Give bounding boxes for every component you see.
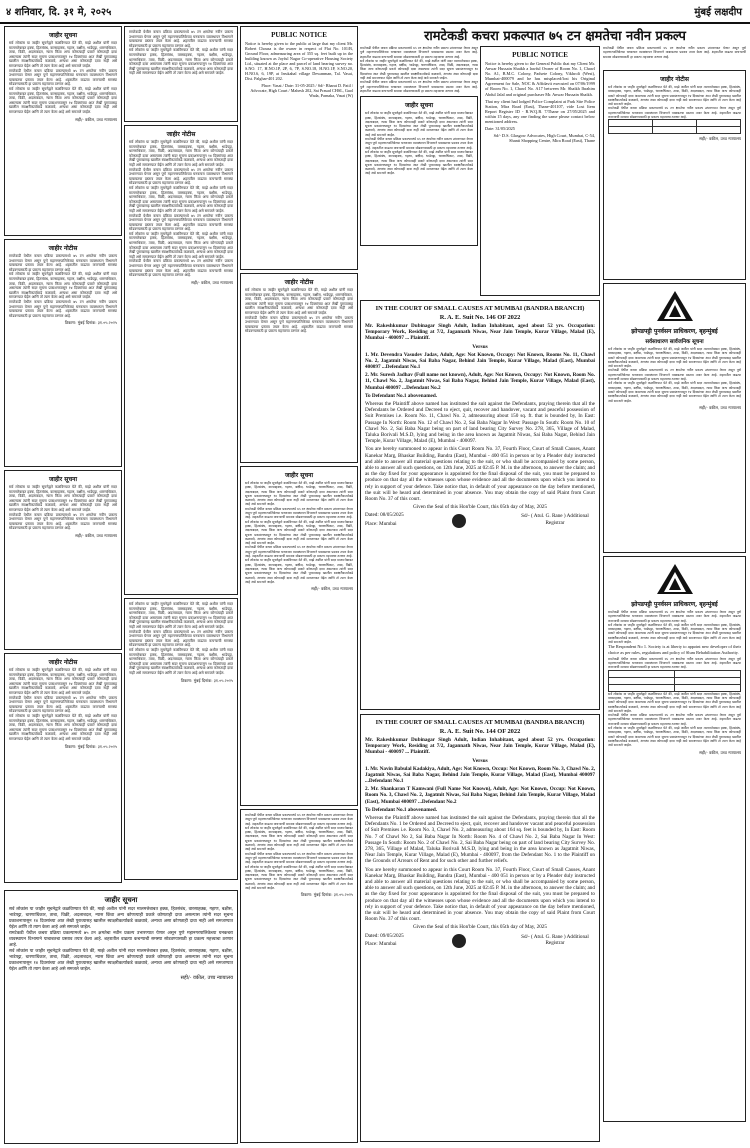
notice-body: सर्व लोकांस या जाहीर सूचनेद्वारे कळविण्यात येते की, माझे अशील यांनी सदर मालमत्तेबाबत हक्क, हितसंबंध, वारसाहक्क, गहाण, बक्षीस, भाडेपट्टा, धारणाधिकार, ताबा, विक्री, अदलाबदल, न्यास किंवा अन्य कोणत्याही प्रकारे कोणताही दावा असल्यास त्यांनी सदर सूचना प्रकाशनापासून १४ दिवसांच्या आत लेखी पुराव्यासह खालील स्वाक्षरीकर्त्याकडे कळवावे, अन्यथा असा कोणताही दावा नाही असे समजण्यात येईल आणि तो त्याग केला आहे असे समजले जाईल. <box>9 713 117 741</box>
court-body: Whereas the Plaintiff above named has instituted the suit against the Defendants, praying therein that all the Defendants be Ordered and Decreed to eject, quit, recover and handover, vacant and peaceful possession of Suit Premises i.e. Room No. 11, Chawl No. 2, admeasuring about 150 sq. ft. that is bounded by, In East: Passage In North: Room No. 12 of Chawl No. 2, Sai Baba Nagar In West: Passage In South: Room No. 10 of Chawl No. 2, Sai Baba Nagar being on part of land bearing City Survey No. 278, 365, Village of Malad, Taluka Borivali M.S.D, lying and being in the area known as Jagatmit Niwas, Sai Baba Nagar, Behind Jain Temple, Kurar Village, Malad (E), Mumbai - 400097. <box>365 401 595 445</box>
table-cell <box>675 670 741 677</box>
table-cell <box>697 120 741 127</box>
notice-block <box>4 26 122 236</box>
court-dated: Dated: 09/05/2025 <box>365 932 404 939</box>
sra-logo-icon <box>653 562 697 598</box>
notice-body: सर्व लोकांस या जाहीर सूचनेद्वारे कळविण्यात येते की, माझे अशील यांनी सदर मालमत्तेबाबत हक्क, हितसंबंध, वारसाहक्क, गहाण, बक्षीस, भाडेपट्टा, धारणाधिकार, ताबा, विक्री, अदलाबदल, न्यास किंवा अन्य कोणत्याही प्रकारे कोणताही दावा असल्यास त्यांनी सदर सूचना प्रकाशनापासून १४ दिवसांच्या आत लेखी पुराव्यासह खालील स्वाक्षरीकर्त्याकडे कळवावे, अन्यथा असा कोणताही दावा नाही असे समजण्यात येईल आणि तो त्याग केला आहे असे समजले जाईल. <box>365 149 473 176</box>
court-dated: Dated: 08/05/2025 <box>365 512 404 519</box>
public-notice-right <box>480 46 600 296</box>
news-body: रामटेकडी येथील कचरा प्रक्रिया प्रकल्पामध्ये ७५ टन क्षमतेचा नवीन प्रकल्प उभारण्यात येणार असून पुणे महानगरपालिकेच्या घनकचरा व्यवस्थापन विभागाने याबाबतचा प्रस्ताव तयार केला आहे. शहरातील वाढत्या कचऱ्याची समस्या सोडवण्यासाठी हा प्रकल्प महत्त्वाचा ठरणार आहे. <box>603 46 746 59</box>
notice-body: सर्व लोकांस या जाहीर सूचनेद्वारे कळविण्यात येते की, माझे अशील यांनी सदर मालमत्तेबाबत हक्क, हितसंबंध, वारसाहक्क, गहाण, बक्षीस, भाडेपट्टा, धारणाधिकार, ताबा, विक्री, अदलाबदल, न्यास किंवा अन्य कोणत्याही प्रकारे कोणताही दावा असल्यास त्यांनी सदर सूचना प्रकाशनापासून १४ दिवसांच्या आत लेखी पुराव्यासह खालील स्वाक्षरीकर्त्याकडे कळवावे, अन्यथा असा कोणताही दावा नाही असे समजण्यात येईल आणि तो त्याग केला आहे असे समजले जाईल. <box>9 86 117 114</box>
table-cell <box>609 677 675 684</box>
notice-body: सर्व लोकांस या जाहीर सूचनेद्वारे कळविण्यात येते की, माझे अशील यांनी सदर मालमत्तेबाबत हक्क, हितसंबंध, वारसाहक्क, गहाण, बक्षीस, भाडेपट्टा, धारणाधिकार, ताबा, विक्री, अदलाबदल, न्यास किंवा अन्य कोणत्याही प्रकारे कोणताही दावा असल्यास त्यांनी सदर सूचना प्रकाशनापासून १४ दिवसांच्या आत लेखी पुराव्यासह खालील स्वाक्षरीकर्त्याकडे कळवावे, अन्यथा असा कोणताही दावा नाही असे समजण्यात येईल आणि तो त्याग केला आहे असे समजले जाईल. <box>9 907 233 930</box>
to-defendant: To Defendant No.1 abovenamed. <box>365 392 438 399</box>
notice-body: रामटेकडी येथील कचरा प्रक्रिया प्रकल्पामध्ये ७५ टन क्षमतेचा नवीन प्रकल्प उभारण्यात येणार असून पुणे महानगरपालिकेच्या घनकचरा व्यवस्थापन विभागाने याबाबतचा प्रस्ताव तयार केला आहे. शहरातील वाढत्या कचऱ्याची समस्या सोडवण्यासाठी हा प्रकल्प महत्त्वाचा ठरणार आहे. <box>608 610 741 623</box>
public-notice-sign: Place: Vasai / Date: 31-05-2025 / Sd/- Bharat D. Patil / Advocate, High Court / Mahesh 202, Sai Prasad CHSL, Gaol Wada, Parnaka, Vasai (W) <box>250 83 353 98</box>
notice-block <box>4 470 122 650</box>
notice-body: सर्व लोकांस या जाहीर सूचनेद्वारे कळविण्यात येते की, माझे अशील यांनी सदर मालमत्तेबाबत हक्क, हितसंबंध, वारसाहक्क, गहाण, बक्षीस, भाडेपट्टा, धारणाधिकार, ताबा, विक्री, अदलाबदल, न्यास किंवा अन्य कोणत्याही प्रकारे कोणताही दावा असल्यास त्यांनी सदर सूचना प्रकाशनापासून १४ दिवसांच्या आत लेखी पुराव्यासह खालील स्वाक्षरीकर्त्याकडे कळवावे, अन्यथा असा कोणताही दावा नाही असे समजण्यात येईल आणि तो त्याग केला आहे असे समजले जाईल. <box>9 668 117 695</box>
news-column <box>360 46 478 296</box>
table-cell <box>653 127 697 134</box>
registrar: Sd/- ( Atul. G. Rane ) Additional Registrar <box>521 933 589 946</box>
notice-body: रामटेकडी येथील कचरा प्रक्रिया प्रकल्पामध्ये ७५ टन क्षमतेचा नवीन प्रकल्प उभारण्यात येणार असून पुणे महानगरपालिकेच्या घनकचरा व्यवस्थापन विभागाने याबाबतचा प्रस्ताव तयार केला आहे. शहरातील वाढत्या कचऱ्याची समस्या सोडवण्यासाठी हा प्रकल्प महत्त्वाचा ठरणार आहे. <box>608 656 741 670</box>
public-notice-date: Date: 31/05/2025 <box>485 126 515 132</box>
public-notice-title: PUBLIC NOTICE <box>512 51 568 59</box>
notice-body: सर्व लोकांस या जाहीर सूचनेद्वारे कळविण्यात येते की, माझे अशील यांनी सदर मालमत्तेबाबत हक्क, हितसंबंध, वारसाहक्क, गहाण, बक्षीस, भाडेपट्टा, धारणाधिकार, ताबा, विक्री, अदलाबदल, न्यास किंवा अन्य कोणत्याही प्रकारे कोणताही दावा असल्यास त्यांनी सदर सूचना प्रकाशनापासून १४ दिवसांच्या आत लेखी पुराव्यासह खालील स्वाक्षरीकर्त्याकडे कळवावे, अन्यथा असा कोणताही दावा नाही असे समजण्यात येईल आणि तो त्याग केला आहे असे समजले जाईल. <box>365 111 473 137</box>
notice-body: सर्व लोकांस या जाहीर सूचनेद्वारे कळविण्यात येते की, माझे अशील यांनी सदर मालमत्तेबाबत हक्क, हितसंबंध, वारसाहक्क, गहाण, बक्षीस, भाडेपट्टा, धारणाधिकार, ताबा, विक्री, अदलाबदल, न्यास किंवा अन्य कोणत्याही प्रकारे कोणताही दावा असल्यास त्यांनी सदर सूचना प्रकाशनापासून १४ दिवसांच्या आत लेखी पुराव्यासह खालील स्वाक्षरीकर्त्याकडे कळवावे, अन्यथा असा कोणताही दावा नाही असे समजण्यात येईल आणि तो त्याग केला आहे असे समजले जाईल. <box>129 602 233 629</box>
plaintiff: Mr. Rakeshkumar Dubinagar Singh Adult, Indian Inhabitant, aged about 52 yrs. Occupation: Temporary Work, Residing at 7/2, Jagannath Niwas, Near Jain Temple, Kurar Village, Malad (E), Mumbai - 400097 ... Plaintiff. <box>365 737 595 756</box>
notice-body: सर्व लोकांस या जाहीर सूचनेद्वारे कळविण्यात येते की, माझे अशील यांनी सदर मालमत्तेबाबत हक्क, हितसंबंध, वारसाहक्क, गहाण, बक्षीस, भाडेपट्टा, धारणाधिकार, ताबा, विक्री, अदलाबदल, न्यास किंवा अन्य कोणत्याही प्रकारे कोणताही दावा असल्यास त्यांनी सदर सूचना प्रकाशनापासून १४ दिवसांच्या आत लेखी पुराव्यासह खालील स्वाक्षरीकर्त्याकडे कळवावे, अन्यथा असा कोणताही दावा नाही असे समजण्यात येईल आणि तो त्याग केला आहे असे समजले जाईल. <box>608 622 741 645</box>
notice-block <box>240 273 358 463</box>
notice-body: सर्व लोकांस या जाहीर सूचनेद्वारे कळविण्यात येते की, माझे अशील यांनी सदर मालमत्तेबाबत हक्क, हितसंबंध, वारसाहक्क, गहाण, बक्षीस, भाडेपट्टा, धारणाधिकार, ताबा, विक्री, अदलाबदल, न्यास किंवा अन्य कोणत्याही प्रकारे कोणताही दावा असल्यास त्यांनी सदर सूचना प्रकाशनापासून १४ दिवसांच्या आत लेखी पुराव्यासह खालील स्वाक्षरीकर्त्याकडे कळवावे, अन्यथा असा कोणताही दावा नाही असे समजण्यात येईल आणि तो त्याग केला आहे असे समजले जाईल. <box>9 949 233 972</box>
notice-body: सर्व लोकांस या जाहीर सूचनेद्वारे कळविण्यात येते की, माझे अशील यांनी सदर मालमत्तेबाबत हक्क, हितसंबंध, वारसाहक्क, गहाण, बक्षीस, भाडेपट्टा, धारणाधिकार, ताबा, विक्री, अदलाबदल, न्यास किंवा अन्य कोणत्याही प्रकारे कोणताही दावा असल्यास त्यांनी सदर सूचना प्रकाशनापासून १४ दिवसांच्या आत लेखी पुराव्यासह खालील स्वाक्षरीकर्त्याकडे कळवावे, अन्यथा असा कोणताही दावा नाही असे समजण्यात येईल आणि तो त्याग केला आहे असे समजले जाईल. <box>608 381 741 403</box>
notice-body: सर्व लोकांस या जाहीर सूचनेद्वारे कळविण्यात येते की, माझे अशील यांनी सदर मालमत्तेबाबत हक्क, हितसंबंध, वारसाहक्क, गहाण, बक्षीस, भाडेपट्टा, धारणाधिकार, ताबा, विक्री, अदलाबदल, न्यास किंवा अन्य कोणत्याही प्रकारे कोणताही दावा असल्यास त्यांनी सदर सूचना प्रकाशनापासून १४ दिवसांच्या आत लेखी पुराव्यासह खालील स्वाक्षरीकर्त्याकडे कळवावे, अन्यथा असा कोणताही दावा नाही असे समजण्यात येईल आणि तो त्याग केला आहे असे समजले जाईल. <box>9 41 117 68</box>
court-seal-text: Given the Seal of this Hon'ble Court, this 05th day of May, 2025 <box>412 924 547 931</box>
notice-sign: सही/- वकील, उच्च न्यायालय <box>180 975 233 981</box>
notice-block <box>124 26 238 122</box>
page-header <box>0 0 750 24</box>
court-place: Place: Mumbai <box>365 520 397 527</box>
news-body: रामटेकडी येथील कचरा प्रक्रिया प्रकल्पामध्ये ७५ टन क्षमतेचा नवीन प्रकल्प उभारण्यात येणार असून पुणे महानगरपालिकेच्या घनकचरा व्यवस्थापन विभागाने याबाबतचा प्रस्ताव तयार केला आहे. शहरातील वाढत्या कचऱ्याची समस्या सोडवण्यासाठी हा प्रकल्प महत्त्वाचा ठरणार आहे. <box>360 46 478 59</box>
table-cell <box>609 684 675 691</box>
notice-block <box>603 70 746 280</box>
notice-body: रामटेकडी येथील कचरा प्रक्रिया प्रकल्पामध्ये ७५ टन क्षमतेचा नवीन प्रकल्प उभारण्यात येणार असून पुणे महानगरपालिकेच्या घनकचरा व्यवस्थापन विभागाने याबाबतचा प्रस्ताव तयार केला आहे. शहरातील वाढत्या कचऱ्याची समस्या सोडवण्यासाठी हा प्रकल्प महत्त्वाचा ठरणार आहे. <box>129 629 233 648</box>
table-cell <box>653 120 697 127</box>
news-body: सर्व लोकांस या जाहीर सूचनेद्वारे कळविण्यात येते की, माझे अशील यांनी सदर मालमत्तेबाबत हक्क, हितसंबंध, वारसाहक्क, गहाण, बक्षीस, भाडेपट्टा, धारणाधिकार, ताबा, विक्री, अदलाबदल, न्यास किंवा अन्य कोणत्याही प्रकारे कोणताही दावा असल्यास त्यांनी सदर सूचना प्रकाशनापासून १४ दिवसांच्या आत लेखी पुराव्यासह खालील स्वाक्षरीकर्त्याकडे कळवावे, अन्यथा असा कोणताही दावा नाही असे समजण्यात येईल आणि तो त्याग केला आहे असे समजले जाईल. <box>360 58 478 81</box>
public-notice-body: Notice is hereby given to the General Public that my Client Mr. Anwar Hussain Shaikh a lawful Owner of Room No. 1, Chawl No. A1, B.M.C. Colony, Padsete Colony, Vikhroli (West), Mumbai-400079 and he has misplaced/lost his Original Agreement for Sale, NOC & Affidavit executed on 07/06/1999 of Room No. 1, Chawl No. A17 between Mr. Shaikh Ibrahim Abdul Jalal and original purchaser Mr. Anwar Hussain Shaikh. <box>485 61 595 97</box>
court-notice-2 <box>360 714 600 1142</box>
notice-body: रामटेकडी येथील कचरा प्रक्रिया प्रकल्पामध्ये ७५ टन क्षमतेचा नवीन प्रकल्प उभारण्यात येणार असून पुणे महानगरपालिकेच्या घनकचरा व्यवस्थापन विभागाने याबाबतचा प्रस्ताव तयार केला आहे. शहरातील वाढत्या कचऱ्याची समस्या सोडवण्यासाठी हा प्रकल्प महत्त्वाचा ठरणार आहे. <box>9 695 117 714</box>
notice-block <box>360 96 478 246</box>
notice-title: जाहीर सूचना <box>48 32 78 39</box>
notice-table <box>608 670 741 692</box>
court-body: You are hereby summoned to appear in this Court Room No. 37, Fourth Floor, Court of Small Causes, Anant Kanekar Marg, Bhaskar Building, Bandra (East), Mumbai - 400 051 in person or by a Pleader duly instructed and able to answer all material questions relating to the suit, or who shall be accompanied by some person, able to answer all such questions, on 12th June, 2025 at 02:45 P. M. in the afternoon, to answer the claim; and as the day fixed for your appearance is appointed for the final disposal of the suit, you must be prepared to produce on that day all the witnesses upon whose evidence and all the documents upon which you intend to rely in support of your defence. Take notice that, in default of your appearance on the day before mentioned, the suit will be heard and determined in your absence. You may obtain the copy of said Plaint from Court Room No. 37 of this court. <box>365 866 595 923</box>
notice-sign: सही/- वकील, उच्च न्यायालय <box>699 749 741 755</box>
notice-body: सर्व लोकांस या जाहीर सूचनेद्वारे कळविण्यात येते की, माझे अशील यांनी सदर मालमत्तेबाबत हक्क, हितसंबंध, वारसाहक्क, गहाण, बक्षीस, भाडेपट्टा, धारणाधिकार, ताबा, विक्री, अदलाबदल, न्यास किंवा अन्य कोणत्याही प्रकारे कोणताही दावा असल्यास त्यांनी सदर सूचना प्रकाशनापासून १४ दिवसांच्या आत लेखी पुराव्यासह खालील स्वाक्षरीकर्त्याकडे कळवावे, अन्यथा असा कोणताही दावा नाही असे समजण्यात येईल आणि तो त्याग केला आहे असे समजले जाईल. <box>9 485 117 512</box>
page-date: ४ शनिवार, दि. ३१ मे, २०२५ <box>6 7 112 18</box>
notice-body: सर्व लोकांस या जाहीर सूचनेद्वारे कळविण्यात येते की, माझे अशील यांनी सदर मालमत्तेबाबत हक्क, हितसंबंध, वारसाहक्क, गहाण, बक्षीस, भाडेपट्टा, धारणाधिकार, ताबा, विक्री, अदलाबदल, न्यास किंवा अन्य कोणत्याही प्रकारे कोणताही दावा असल्यास त्यांनी सदर सूचना प्रकाशनापासून १४ दिवसांच्या आत लेखी पुराव्यासह खालील स्वाक्षरीकर्त्याकडे कळवावे, अन्यथा असा कोणताही दावा नाही असे समजण्यात येईल आणि तो त्याग केला आहे असे समजले जाईल. <box>608 85 741 107</box>
sra-notice-title: सर्वसाधारण सार्वजनिक सूचना <box>645 339 704 345</box>
notice-date: ठिकाण: मुंबई दिनांक: ३१.०५.२०२५ <box>64 320 117 326</box>
notice-body: रामटेकडी येथील कचरा प्रक्रिया प्रकल्पामध्ये ७५ टन क्षमतेचा नवीन प्रकल्प उभारण्यात येणार असून पुणे महानगरपालिकेच्या घनकचरा व्यवस्थापन विभागाने याबाबतचा प्रस्ताव तयार केला आहे. शहरातील वाढत्या कचऱ्याची समस्या सोडवण्यासाठी हा प्रकल्प महत्त्वाचा ठरणार आहे. <box>9 512 117 531</box>
column-3 <box>240 26 358 1144</box>
versus: Versus <box>472 343 488 350</box>
notice-block <box>240 809 358 1143</box>
sra-title: झोपडपट्टी पुनर्वसन प्राधिकरण, बृहन्मुंबई <box>631 328 718 335</box>
notice-sign: सही/- वकील, उच्च न्यायालय <box>311 586 353 592</box>
notice-body: रामटेकडी येथील कचरा प्रक्रिया प्रकल्पामध्ये ७५ टन क्षमतेचा नवीन प्रकल्प उभारण्यात येणार असून पुणे महानगरपालिकेच्या घनकचरा व्यवस्थापन विभागाने याबाबतचा प्रस्ताव तयार केला आहे. शहरातील वाढत्या कचऱ्याची समस्या सोडवण्यासाठी हा प्रकल्प महत्त्वाचा ठरणार आहे. <box>365 137 473 150</box>
notice-body: सर्व लोकांस या जाहीर सूचनेद्वारे कळविण्यात येते की, माझे अशील यांनी सदर मालमत्तेबाबत हक्क, हितसंबंध, वारसाहक्क, गहाण, बक्षीस, भाडेपट्टा, धारणाधिकार, ताबा, विक्री, अदलाबदल, न्यास किंवा अन्य कोणत्याही प्रकारे कोणताही दावा असल्यास त्यांनी सदर सूचना प्रकाशनापासून १४ दिवसांच्या आत लेखी पुराव्यासह खालील स्वाक्षरीकर्त्याकडे कळवावे, अन्यथा असा कोणताही दावा नाही असे समजण्यात येईल आणि तो त्याग केला आहे असे समजले जाईल. <box>608 691 741 713</box>
public-notice-title: PUBLIC NOTICE <box>271 31 327 39</box>
notice-body: रामटेकडी येथील कचरा प्रक्रिया प्रकल्पामध्ये ७५ टन क्षमतेचा नवीन प्रकल्प उभारण्यात येणार असून पुणे महानगरपालिकेच्या घनकचरा व्यवस्थापन विभागाने याबाबतचा प्रस्ताव तयार केला आहे. शहरातील वाढत्या कचऱ्याची समस्या सोडवण्यासाठी हा प्रकल्प महत्त्वाचा ठरणार आहे. <box>129 213 233 232</box>
notice-sign: सही/- वकील, उच्च न्यायालय <box>699 404 741 410</box>
notice-block <box>124 125 238 595</box>
court-seal-icon <box>452 934 466 948</box>
defendant-2: 2. Mr. Shankaran T Kamwani (Full Name Not Known), Adult, Age: Not Known, Occup: Not Known, Room No. 3, Chawl No. 2, Jagatmit Niwas, Sai Baba Nagar, Behind Jain Temple, Kurar Village, Malad (East), Mumbai 400097 ...Defendant No.2 <box>365 786 595 805</box>
sra-notice-2 <box>603 556 746 1122</box>
notice-body: सर्व लोकांस या जाहीर सूचनेद्वारे कळविण्यात येते की, माझे अशील यांनी सदर मालमत्तेबाबत हक्क, हितसंबंध, वारसाहक्क, गहाण, बक्षीस, भाडेपट्टा, धारणाधिकार, ताबा, विक्री, अदलाबदल, न्यास किंवा अन्य कोणत्याही प्रकारे कोणताही दावा असल्यास त्यांनी सदर सूचना प्रकाशनापासून १४ दिवसांच्या आत लेखी पुराव्यासह खालील स्वाक्षरीकर्त्याकडे कळवावे, अन्यथा असा कोणताही दावा नाही असे समजण्यात येईल आणि तो त्याग केला आहे असे समजले जाईल. <box>9 272 117 300</box>
table-cell <box>609 127 653 134</box>
notice-body: रामटेकडी येथील कचरा प्रक्रिया प्रकल्पामध्ये ७५ टन क्षमतेचा नवीन प्रकल्प उभारण्यात येणार असून पुणे महानगरपालिकेच्या घनकचरा व्यवस्थापन विभागाने याबाबतचा प्रस्ताव तयार केला आहे. शहरातील वाढत्या कचऱ्याची समस्या सोडवण्यासाठी हा प्रकल्प महत्त्वाचा ठरणार आहे. <box>608 106 741 120</box>
notice-title: जाहीर सूचना <box>48 476 78 483</box>
notice-body: सर्व लोकांस या जाहीर सूचनेद्वारे कळविण्यात येते की, माझे अशील यांनी सदर मालमत्तेबाबत हक्क, हितसंबंध, वारसाहक्क, गहाण, बक्षीस, भाडेपट्टा, धारणाधिकार, ताबा, विक्री, अदलाबदल, न्यास किंवा अन्य कोणत्याही प्रकारे कोणताही दावा असल्यास त्यांनी सदर सूचना प्रकाशनापासून १४ दिवसांच्या आत लेखी पुराव्यासह खालील स्वाक्षरीकर्त्याकडे कळवावे, अन्यथा असा कोणताही दावा नाही असे समजण्यात येईल आणि तो त्याग केला आहे असे समजले जाईल. <box>129 647 233 675</box>
court-seal-icon <box>452 514 466 528</box>
column-2 <box>124 26 238 886</box>
court-seal-text: Given the Seal of this Hon'ble Court, this 05th day of May, 2025 <box>412 504 547 511</box>
notice-body: सर्व लोकांस या जाहीर सूचनेद्वारे कळविण्यात येते की, माझे अशील यांनी सदर मालमत्तेबाबत हक्क, हितसंबंध, वारसाहक्क, गहाण, बक्षीस, भाडेपट्टा, धारणाधिकार, ताबा, विक्री, अदलाबदल, न्यास किंवा अन्य कोणत्याही प्रकारे कोणताही दावा असल्यास त्यांनी सदर सूचना प्रकाशनापासून १४ दिवसांच्या आत लेखी पुराव्यासह खालील स्वाक्षरीकर्त्याकडे कळवावे, अन्यथा असा कोणताही दावा नाही असे समजण्यात येईल आणि तो त्याग केला आहे असे समजले जाईल. <box>608 726 741 748</box>
notice-body: रामटेकडी येथील कचरा प्रक्रिया प्रकल्पामध्ये ७५ टन क्षमतेचा नवीन प्रकल्प उभारण्यात येणार असून पुणे महानगरपालिकेच्या घनकचरा व्यवस्थापन विभागाने याबाबतचा प्रस्ताव तयार केला आहे. शहरातील वाढत्या कचऱ्याची समस्या सोडवण्यासाठी हा प्रकल्प महत्त्वाचा ठरणार आहे. <box>245 315 353 334</box>
notice-sign: सही/- वकील, उच्च न्यायालय <box>75 116 117 122</box>
plaintiff: Mr. Rakeshkumar Dubinagar Singh Adult, Indian Inhabitant, aged about 52 yrs. Occupation: Temporary Work, Residing at 7/2, Jagannath Niwas, Near Jain Temple, Kurar Village, Malad (E), Mumbai - 400097 ... Plaintiff. <box>365 323 595 342</box>
defendant-1: 1. Mr. Devendra Vasudev Jadav, Adult, Age: Not Known, Occupy: Not Known, Rooms No. 11, Chawl No. 2, Jagatmit Niwas, Sai Baba Nagar, Behind Jain Temple, Kurar Village, Malad (East), Mumbai 400097 ...Defendant No.1 <box>365 351 595 371</box>
notice-body: सर्व लोकांस या जाहीर सूचनेद्वारे कळविण्यात येते की, माझे अशील यांनी सदर मालमत्तेबाबत हक्क, हितसंबंध, वारसाहक्क, गहाण, बक्षीस, भाडेपट्टा, धारणाधिकार, ताबा, विक्री, अदलाबदल, न्यास किंवा अन्य कोणत्याही प्रकारे कोणताही दावा असल्यास त्यांनी सदर सूचना प्रकाशनापासून १४ दिवसांच्या आत लेखी पुराव्यासह खालील स्वाक्षरीकर्त्याकडे कळवावे, अन्यथा असा कोणताही दावा नाही असे समजण्यात येईल आणि तो त्याग केला आहे असे समजले जाईल. <box>129 48 233 76</box>
sra-respondent-text: The Respondent No 1. Society is at liberty to appoint new developer of their choice as per rules, regulations and policy of Slum Rehabilitation Authority. <box>608 644 741 655</box>
bottom-notice <box>4 890 238 1144</box>
notice-body: रामटेकडी येथील कचरा प्रक्रिया प्रकल्पामध्ये ७५ टन क्षमतेचा नवीन प्रकल्प उभारण्यात येणार असून पुणे महानगरपालिकेच्या घनकचरा व्यवस्थापन विभागाने याबाबतचा प्रस्ताव तयार केला आहे. शहरातील वाढत्या कचऱ्याची समस्या सोडवण्यासाठी हा प्रकल्प महत्त्वाचा ठरणार आहे. <box>9 68 117 87</box>
notice-table <box>608 119 741 134</box>
sra-title: झोपडपट्टी पुनर्वसन प्राधिकरण, बृहन्मुंबई <box>631 601 718 608</box>
news-body: रामटेकडी येथील कचरा प्रक्रिया प्रकल्पामध्ये ७५ टन क्षमतेचा नवीन प्रकल्प उभारण्यात येणार असून पुणे महानगरपालिकेच्या घनकचरा व्यवस्थापन विभागाने याबाबतचा प्रस्ताव तयार केला आहे. शहरातील वाढत्या कचऱ्याची समस्या सोडवण्यासाठी हा प्रकल्प महत्त्वाचा ठरणार आहे. <box>360 80 478 93</box>
notice-body: रामटेकडी येथील कचरा प्रक्रिया प्रकल्पामध्ये ७५ टन क्षमतेचा नवीन प्रकल्प उभारण्यात येणार असून पुणे महानगरपालिकेच्या घनकचरा व्यवस्थापन विभागाने याबाबतचा प्रस्ताव तयार केला आहे. शहरातील वाढत्या कचऱ्याची समस्या सोडवण्यासाठी हा प्रकल्प महत्त्वाचा ठरणार आहे. <box>9 254 117 272</box>
suit-number: R. A. E. Suit No. 144 OF 2022 <box>439 728 521 735</box>
notice-body: सर्व लोकांस या जाहीर सूचनेद्वारे कळविण्यात येते की, माझे अशील यांनी सदर मालमत्तेबाबत हक्क, हितसंबंध, वारसाहक्क, गहाण, बक्षीस, भाडेपट्टा, धारणाधिकार, ताबा, विक्री, अदलाबदल, न्यास किंवा अन्य कोणत्याही प्रकारे कोणताही दावा असल्यास त्यांनी सदर सूचना प्रकाशनापासून १४ दिवसांच्या आत लेखी पुराव्यासह खालील स्वाक्षरीकर्त्याकडे कळवावे, अन्यथा असा कोणताही दावा नाही असे समजण्यात येईल आणि तो त्याग केला आहे असे समजले जाईल. <box>245 288 353 315</box>
notice-sign: सही/- वकील, उच्च न्यायालय <box>75 532 117 538</box>
notice-body: सर्व लोकांस या जाहीर सूचनेद्वारे कळविण्यात येते की, माझे अशील यांनी सदर मालमत्तेबाबत हक्क, हितसंबंध, वारसाहक्क, गहाण, बक्षीस, भाडेपट्टा, धारणाधिकार, ताबा, विक्री, अदलाबदल, न्यास किंवा अन्य कोणत्याही प्रकारे कोणताही दावा असल्यास त्यांनी सदर सूचना प्रकाशनापासून १४ दिवसांच्या आत लेखी पुराव्यासह खालील स्वाक्षरीकर्त्याकडे कळवावे, अन्यथा असा कोणताही दावा नाही असे समजण्यात येईल आणि तो त्याग केला आहे असे समजले जाईल. <box>245 864 353 891</box>
public-notice-body: Notice is hereby given to the public at large that my client Mr. Robert Chousa is the owner in respect of Flat No. 101/B, Ground Floor, admeasuring area of 355 sq. feet built up in the building known as Joyful Nagar Co-operative Housing Society Ltd., situated at the place and parcel of land bearing survey no. S.NO. 17, H.NO.1P, 2P, 6, 7P, S.NO.18, H.NO.1P, S.NO.20, H.NO.6, 6, 19P, at Irrukahal village Dewanman, Tal. Vasai, Dist. Palghar-401 202. <box>245 41 353 81</box>
column-5 <box>480 46 600 296</box>
versus: Versus <box>472 757 488 764</box>
public-notice-body: That my client had lodged Police Complaint at Park Site Police Station, Mira Road (East), Thane-401107, vide Lost Item Report Register ID - R.W.Q.B. 7/Thane on 27/05/2025 and within 15 days, any one finding the same please contact below mentioned address. <box>485 98 595 125</box>
table-cell <box>675 684 741 691</box>
sra-logo-icon <box>653 289 697 325</box>
table-cell <box>609 670 675 677</box>
table-cell <box>675 677 741 684</box>
court-place: Place: Mumbai <box>365 940 397 947</box>
table-cell <box>697 127 741 134</box>
notice-title: जाहीर नोटीस <box>48 245 78 252</box>
notice-sign: सही/- वकील, उच्च न्यायालय <box>191 279 233 285</box>
notice-title: जाहीर सूचना <box>404 102 434 110</box>
registrar: Sd/- ( Atul. G. Rane ) Additional Registrar <box>521 513 589 526</box>
notice-body: रामटेकडी येथील कचरा प्रक्रिया प्रकल्पामध्ये ७५ टन क्षमतेचा नवीन प्रकल्प उभारण्यात येणार असून पुणे महानगरपालिकेच्या घनकचरा व्यवस्थापन विभागाने याबाबतचा प्रस्ताव तयार केला आहे. शहरातील वाढत्या कचऱ्याची समस्या सोडवण्यासाठी हा प्रकल्प महत्त्वाचा ठरणार आहे. <box>245 506 353 520</box>
notice-body: सर्व लोकांस या जाहीर सूचनेद्वारे कळविण्यात येते की, माझे अशील यांनी सदर मालमत्तेबाबत हक्क, हितसंबंध, वारसाहक्क, गहाण, बक्षीस, भाडेपट्टा, धारणाधिकार, ताबा, विक्री, अदलाबदल, न्यास किंवा अन्य कोणत्याही प्रकारे कोणताही दावा असल्यास त्यांनी सदर सूचना प्रकाशनापासून १४ दिवसांच्या आत लेखी पुराव्यासह खालील स्वाक्षरीकर्त्याकडे कळवावे, अन्यथा असा कोणताही दावा नाही असे समजण्यात येईल आणि तो त्याग केला आहे असे समजले जाईल. <box>245 558 353 584</box>
notice-body: सर्व लोकांस या जाहीर सूचनेद्वारे कळविण्यात येते की, माझे अशील यांनी सदर मालमत्तेबाबत हक्क, हितसंबंध, वारसाहक्क, गहाण, बक्षीस, भाडेपट्टा, धारणाधिकार, ताबा, विक्री, अदलाबदल, न्यास किंवा अन्य कोणत्याही प्रकारे कोणताही दावा असल्यास त्यांनी सदर सूचना प्रकाशनापासून १४ दिवसांच्या आत लेखी पुराव्यासह खालील स्वाक्षरीकर्त्याकडे कळवावे, अन्यथा असा कोणताही दावा नाही असे समजण्यात येईल आणि तो त्याग केला आहे असे समजले जाईल. <box>608 347 741 369</box>
notice-title: जाहीर सूचना <box>104 895 138 904</box>
notice-body: सर्व लोकांस या जाहीर सूचनेद्वारे कळविण्यात येते की, माझे अशील यांनी सदर मालमत्तेबाबत हक्क, हितसंबंध, वारसाहक्क, गहाण, बक्षीस, भाडेपट्टा, धारणाधिकार, ताबा, विक्री, अदलाबदल, न्यास किंवा अन्य कोणत्याही प्रकारे कोणताही दावा असल्यास त्यांनी सदर सूचना प्रकाशनापासून १४ दिवसांच्या आत लेखी पुराव्यासह खालील स्वाक्षरीकर्त्याकडे कळवावे, अन्यथा असा कोणताही दावा नाही असे समजण्यात येईल आणि तो त्याग केला आहे असे समजले जाईल. <box>245 519 353 546</box>
notice-body: रामटेकडी येथील कचरा प्रक्रिया प्रकल्पामध्ये ७५ टन क्षमतेचा नवीन प्रकल्प उभारण्यात येणार असून पुणे महानगरपालिकेच्या घनकचरा व्यवस्थापन विभागाने याबाबतचा प्रस्ताव तयार केला आहे. शहरातील वाढत्या कचऱ्याची समस्या सोडवण्यासाठी हा प्रकल्प महत्त्वाचा ठरणार आहे. <box>245 813 353 826</box>
notice-block <box>240 466 358 806</box>
notice-body: रामटेकडी येथील कचरा प्रक्रिया प्रकल्पामध्ये ७५ टन क्षमतेचा नवीन प्रकल्प उभारण्यात येणार असून पुणे महानगरपालिकेच्या घनकचरा व्यवस्थापन विभागाने याबाबतचा प्रस्ताव तयार केला आहे. शहरातील वाढत्या कचऱ्याची समस्या सोडवण्यासाठी हा प्रकल्प महत्त्वाचा ठरणार आहे. <box>608 713 741 726</box>
notice-date: ठिकाण: मुंबई दिनांक: ३१.०५.२०२५ <box>64 743 117 749</box>
notice-block <box>4 239 122 467</box>
court-title: IN THE COURT OF SMALL CAUSES AT MUMBAI (BANDRA BRANCH) <box>375 305 585 312</box>
notice-sign: सही/- वकील, उच्च न्यायालय <box>699 136 741 142</box>
notice-block <box>4 653 122 883</box>
court-notice-1 <box>360 300 600 710</box>
notice-date: ठिकाण: मुंबई दिनांक: ३१.०५.२०२५ <box>180 677 233 683</box>
court-title: IN THE COURT OF SMALL CAUSES AT MUMBAI (BANDRA BRANCH) <box>375 719 585 726</box>
court-body: Whereas the Plaintiff above named has instituted the suit against the Defendants, praying therein that all the Defendants No. 1 be Ordered and Decreed to eject, quit, recover and handover vacant and peaceful possession of Suit Premises i.e. Room No. 3, Chawl No. 2, admeasuring about 164 sq. feet is bounded by, In East: Room No. 7 of Chawl No 2, Sai Baba Nagar In North: Room No. 4 of Chawl No. 2, Sai Baba Nagar In West: Passage In South: Room No. 2 of Chawl No. 2, Sai Baba Nagar being on part of land bearing City Survey No. 278, 365, Village of Malad, Taluka Borivali M.S.D, lying and being in the area known as Jagatmit Niwas, Near Jain Temple, Kurar Village, Malad (E), Mumbai - 400097, from the Defendant No. 1 to the Plaintiff on the Grounds of Arrears of Rent and for such other and further reliefs. <box>365 815 595 865</box>
notice-body: रामटेकडी येथील कचरा प्रक्रिया प्रकल्पामध्ये ७५ टन क्षमतेचा नवीन प्रकल्प उभारण्यात येणार असून पुणे महानगरपालिकेच्या घनकचरा व्यवस्थापन विभागाने याबाबतचा प्रस्ताव तयार केला आहे. शहरातील वाढत्या कचऱ्याची समस्या सोडवण्यासाठी हा प्रकल्प महत्त्वाचा ठरणार आहे. <box>129 30 233 48</box>
notice-body: रामटेकडी येथील कचरा प्रक्रिया प्रकल्पामध्ये ७५ टन क्षमतेचा नवीन प्रकल्प उभारण्यात येणार असून पुणे महानगरपालिकेच्या घनकचरा व्यवस्थापन विभागाने याबाबतचा प्रस्ताव तयार केला आहे. शहरातील वाढत्या कचऱ्याची समस्या सोडवण्यासाठी हा प्रकल्प महत्त्वाचा ठरणार आहे. <box>608 368 741 382</box>
notice-body: सर्व लोकांस या जाहीर सूचनेद्वारे कळविण्यात येते की, माझे अशील यांनी सदर मालमत्तेबाबत हक्क, हितसंबंध, वारसाहक्क, गहाण, बक्षीस, भाडेपट्टा, धारणाधिकार, ताबा, विक्री, अदलाबदल, न्यास किंवा अन्य कोणत्याही प्रकारे कोणताही दावा असल्यास त्यांनी सदर सूचना प्रकाशनापासून १४ दिवसांच्या आत लेखी पुराव्यासह खालील स्वाक्षरीकर्त्याकडे कळवावे, अन्यथा असा कोणताही दावा नाही असे समजण्यात येईल आणि तो त्याग केला आहे असे समजले जाईल. <box>245 825 353 852</box>
court-notices <box>360 300 600 1144</box>
notice-title: जाहीर नोटीस <box>660 76 689 83</box>
notice-body: रामटेकडी येथील कचरा प्रक्रिया प्रकल्पामध्ये ७५ टन क्षमतेचा नवीन प्रकल्प उभारण्यात येणार असून पुणे महानगरपालिकेच्या घनकचरा व्यवस्थापन विभागाने याबाबतचा प्रस्ताव तयार केला आहे. शहरातील वाढत्या कचऱ्याची समस्या सोडवण्यासाठी हा प्रकल्प महत्त्वाचा ठरणार आहे. <box>245 851 353 865</box>
notice-body: रामटेकडी येथील कचरा प्रक्रिया प्रकल्पामध्ये ७५ टन क्षमतेचा नवीन प्रकल्प उभारण्यात येणार असून पुणे महानगरपालिकेच्या घनकचरा व्यवस्थापन विभागाने याबाबतचा प्रस्ताव तयार केला आहे. शहरातील वाढत्या कचऱ्याची समस्या सोडवण्यासाठी हा प्रकल्प महत्त्वाचा ठरणार आहे. <box>245 545 353 559</box>
notice-body: सर्व लोकांस या जाहीर सूचनेद्वारे कळविण्यात येते की, माझे अशील यांनी सदर मालमत्तेबाबत हक्क, हितसंबंध, वारसाहक्क, गहाण, बक्षीस, भाडेपट्टा, धारणाधिकार, ताबा, विक्री, अदलाबदल, न्यास किंवा अन्य कोणत्याही प्रकारे कोणताही दावा असल्यास त्यांनी सदर सूचना प्रकाशनापासून १४ दिवसांच्या आत लेखी पुराव्यासह खालील स्वाक्षरीकर्त्याकडे कळवावे, अन्यथा असा कोणताही दावा नाही असे समजण्यात येईल आणि तो त्याग केला आहे असे समजले जाईल. <box>245 481 353 507</box>
notice-body: सर्व लोकांस या जाहीर सूचनेद्वारे कळविण्यात येते की, माझे अशील यांनी सदर मालमत्तेबाबत हक्क, हितसंबंध, वारसाहक्क, गहाण, बक्षीस, भाडेपट्टा, धारणाधिकार, ताबा, विक्री, अदलाबदल, न्यास किंवा अन्य कोणत्याही प्रकारे कोणताही दावा असल्यास त्यांनी सदर सूचना प्रकाशनापासून १४ दिवसांच्या आत लेखी पुराव्यासह खालील स्वाक्षरीकर्त्याकडे कळवावे, अन्यथा असा कोणताही दावा नाही असे समजण्यात येईल आणि तो त्याग केला आहे असे समजले जाईल. <box>129 185 233 213</box>
notice-date: ठिकाण: मुंबई दिनांक: ३१.०५.२०२५ <box>300 892 353 898</box>
notice-block <box>124 598 238 880</box>
public-notice-top <box>240 26 358 270</box>
newspaper-name: मुंबई लक्षदीप <box>694 7 742 18</box>
table-cell <box>609 120 653 127</box>
notice-title: जाहीर सूचना <box>284 472 314 479</box>
sra-column <box>603 46 746 1144</box>
defendant-1: 1. Mr. Navin Babulal Kadakiya, Adult, Age: Not Known, Occup: Not Known, Room No. 3, Chawl No. 2, Jagatmit Niwas, Sai Baba Nagar, Behind Jain Temple, Kurar Village, Malad (East), Mumbai 400097 ...Defendant No.1 <box>365 765 595 785</box>
notice-body: रामटेकडी येथील कचरा प्रक्रिया प्रकल्पामध्ये ७५ टन क्षमतेचा नवीन प्रकल्प उभारण्यात येणार असून पुणे महानगरपालिकेच्या घनकचरा व्यवस्थापन विभागाने याबाबतचा प्रस्ताव तयार केला आहे. शहरातील वाढत्या कचऱ्याची समस्या सोडवण्यासाठी हा प्रकल्प महत्त्वाचा ठरणार आहे. <box>129 167 233 186</box>
notice-body: रामटेकडी येथील कचरा प्रक्रिया प्रकल्पामध्ये ७५ टन क्षमतेचा नवीन प्रकल्प उभारण्यात येणार असून पुणे महानगरपालिकेच्या घनकचरा व्यवस्थापन विभागाने याबाबतचा प्रस्ताव तयार केला आहे. शहरातील वाढत्या कचऱ्याची समस्या सोडवण्यासाठी हा प्रकल्प महत्त्वाचा ठरणार आहे. <box>129 259 233 278</box>
notice-title: जाहीर नोटीस <box>48 659 78 666</box>
notice-body: सर्व लोकांस या जाहीर सूचनेद्वारे कळविण्यात येते की, माझे अशील यांनी सदर मालमत्तेबाबत हक्क, हितसंबंध, वारसाहक्क, गहाण, बक्षीस, भाडेपट्टा, धारणाधिकार, ताबा, विक्री, अदलाबदल, न्यास किंवा अन्य कोणत्याही प्रकारे कोणताही दावा असल्यास त्यांनी सदर सूचना प्रकाशनापासून १४ दिवसांच्या आत लेखी पुराव्यासह खालील स्वाक्षरीकर्त्याकडे कळवावे, अन्यथा असा कोणताही दावा नाही असे समजण्यात येईल आणि तो त्याग केला आहे असे समजले जाईल. <box>129 140 233 167</box>
court-body: You are hereby summoned to appear in this Court Room No. 37, Fourth Floor, Court of Small Causes, Anant Kanekar Marg, Bhaskar Building, Bandra (East), Mumbai - 400 051 in person or by a Pleader duly instructed and able to answer all material questions relating to the suit, or who shall be accompanied by some person, able to answer all such questions, on 12th June, 2025 at 02:45 P. M. in the afternoon, to answer the claim; and as the day fixed for your appearance is appointed for the final disposal of the suit, you must be prepared to produce on that day all the witnesses upon whose evidence and all the documents upon which you intend to rely in support of your defence. Take notice that, in default of your appearance on the day before mentioned, the suit will be heard and determined in your absence. You may obtain the copy of said Plaint from Court Room No. 37 of this court. <box>365 446 595 503</box>
headline: रामटेकडी कचरा प्रकल्पात ७५ टन क्षमतेचा नवीन प्रकल्प <box>424 29 686 44</box>
suit-number: R. A. E. Suit No. 146 OF 2022 <box>439 314 521 321</box>
notice-body: रामटेकडी येथील कचरा प्रक्रिया प्रकल्पामध्ये ७५ टन क्षमतेचा नवीन प्रकल्प उभारण्यात येणार असून पुणे महानगरपालिकेच्या घनकचरा व्यवस्थापन विभागाने याबाबतचा प्रस्ताव तयार केला आहे. शहरातील वाढत्या कचऱ्याची समस्या सोडवण्यासाठी हा प्रकल्प महत्त्वाचा ठरणार आहे. <box>9 931 233 948</box>
notice-body: सर्व लोकांस या जाहीर सूचनेद्वारे कळविण्यात येते की, माझे अशील यांनी सदर मालमत्तेबाबत हक्क, हितसंबंध, वारसाहक्क, गहाण, बक्षीस, भाडेपट्टा, धारणाधिकार, ताबा, विक्री, अदलाबदल, न्यास किंवा अन्य कोणत्याही प्रकारे कोणताही दावा असल्यास त्यांनी सदर सूचना प्रकाशनापासून १४ दिवसांच्या आत लेखी पुराव्यासह खालील स्वाक्षरीकर्त्याकडे कळवावे, अन्यथा असा कोणताही दावा नाही असे समजण्यात येईल आणि तो त्याग केला आहे असे समजले जाईल. <box>129 231 233 259</box>
defendant-2: 2. Mr. Suresh Jadhav (Full name not known), Adult, Age: Not Known, Occupy: Not Known, Room No. 11, Chawl No. 2, Jagatmit Niwas, Sai Baba Nagar, Behind Jain Temple, Kurar Village, Malad (East), Mumbai 400097 ...Defendant No.2 <box>365 372 595 391</box>
notice-body: रामटेकडी येथील कचरा प्रक्रिया प्रकल्पामध्ये ७५ टन क्षमतेचा नवीन प्रकल्प उभारण्यात येणार असून पुणे महानगरपालिकेच्या घनकचरा व्यवस्थापन विभागाने याबाबतचा प्रस्ताव तयार केला आहे. शहरातील वाढत्या कचऱ्याची समस्या सोडवण्यासाठी हा प्रकल्प महत्त्वाचा ठरणार आहे. <box>9 299 117 318</box>
public-notice-sign: Sd/- D.S. Glasgow Advocates, High Court, Mumbai, C-54, Shanti Shopping Centre, Mira Road (East), Thane <box>493 133 595 144</box>
notice-title: जाहीर नोटीस <box>284 279 314 286</box>
sra-notice-1 <box>603 283 746 553</box>
to-defendant: To Defendant No.1 abovenamed. <box>365 806 438 813</box>
notice-title: जाहीर नोटीस <box>166 131 196 138</box>
